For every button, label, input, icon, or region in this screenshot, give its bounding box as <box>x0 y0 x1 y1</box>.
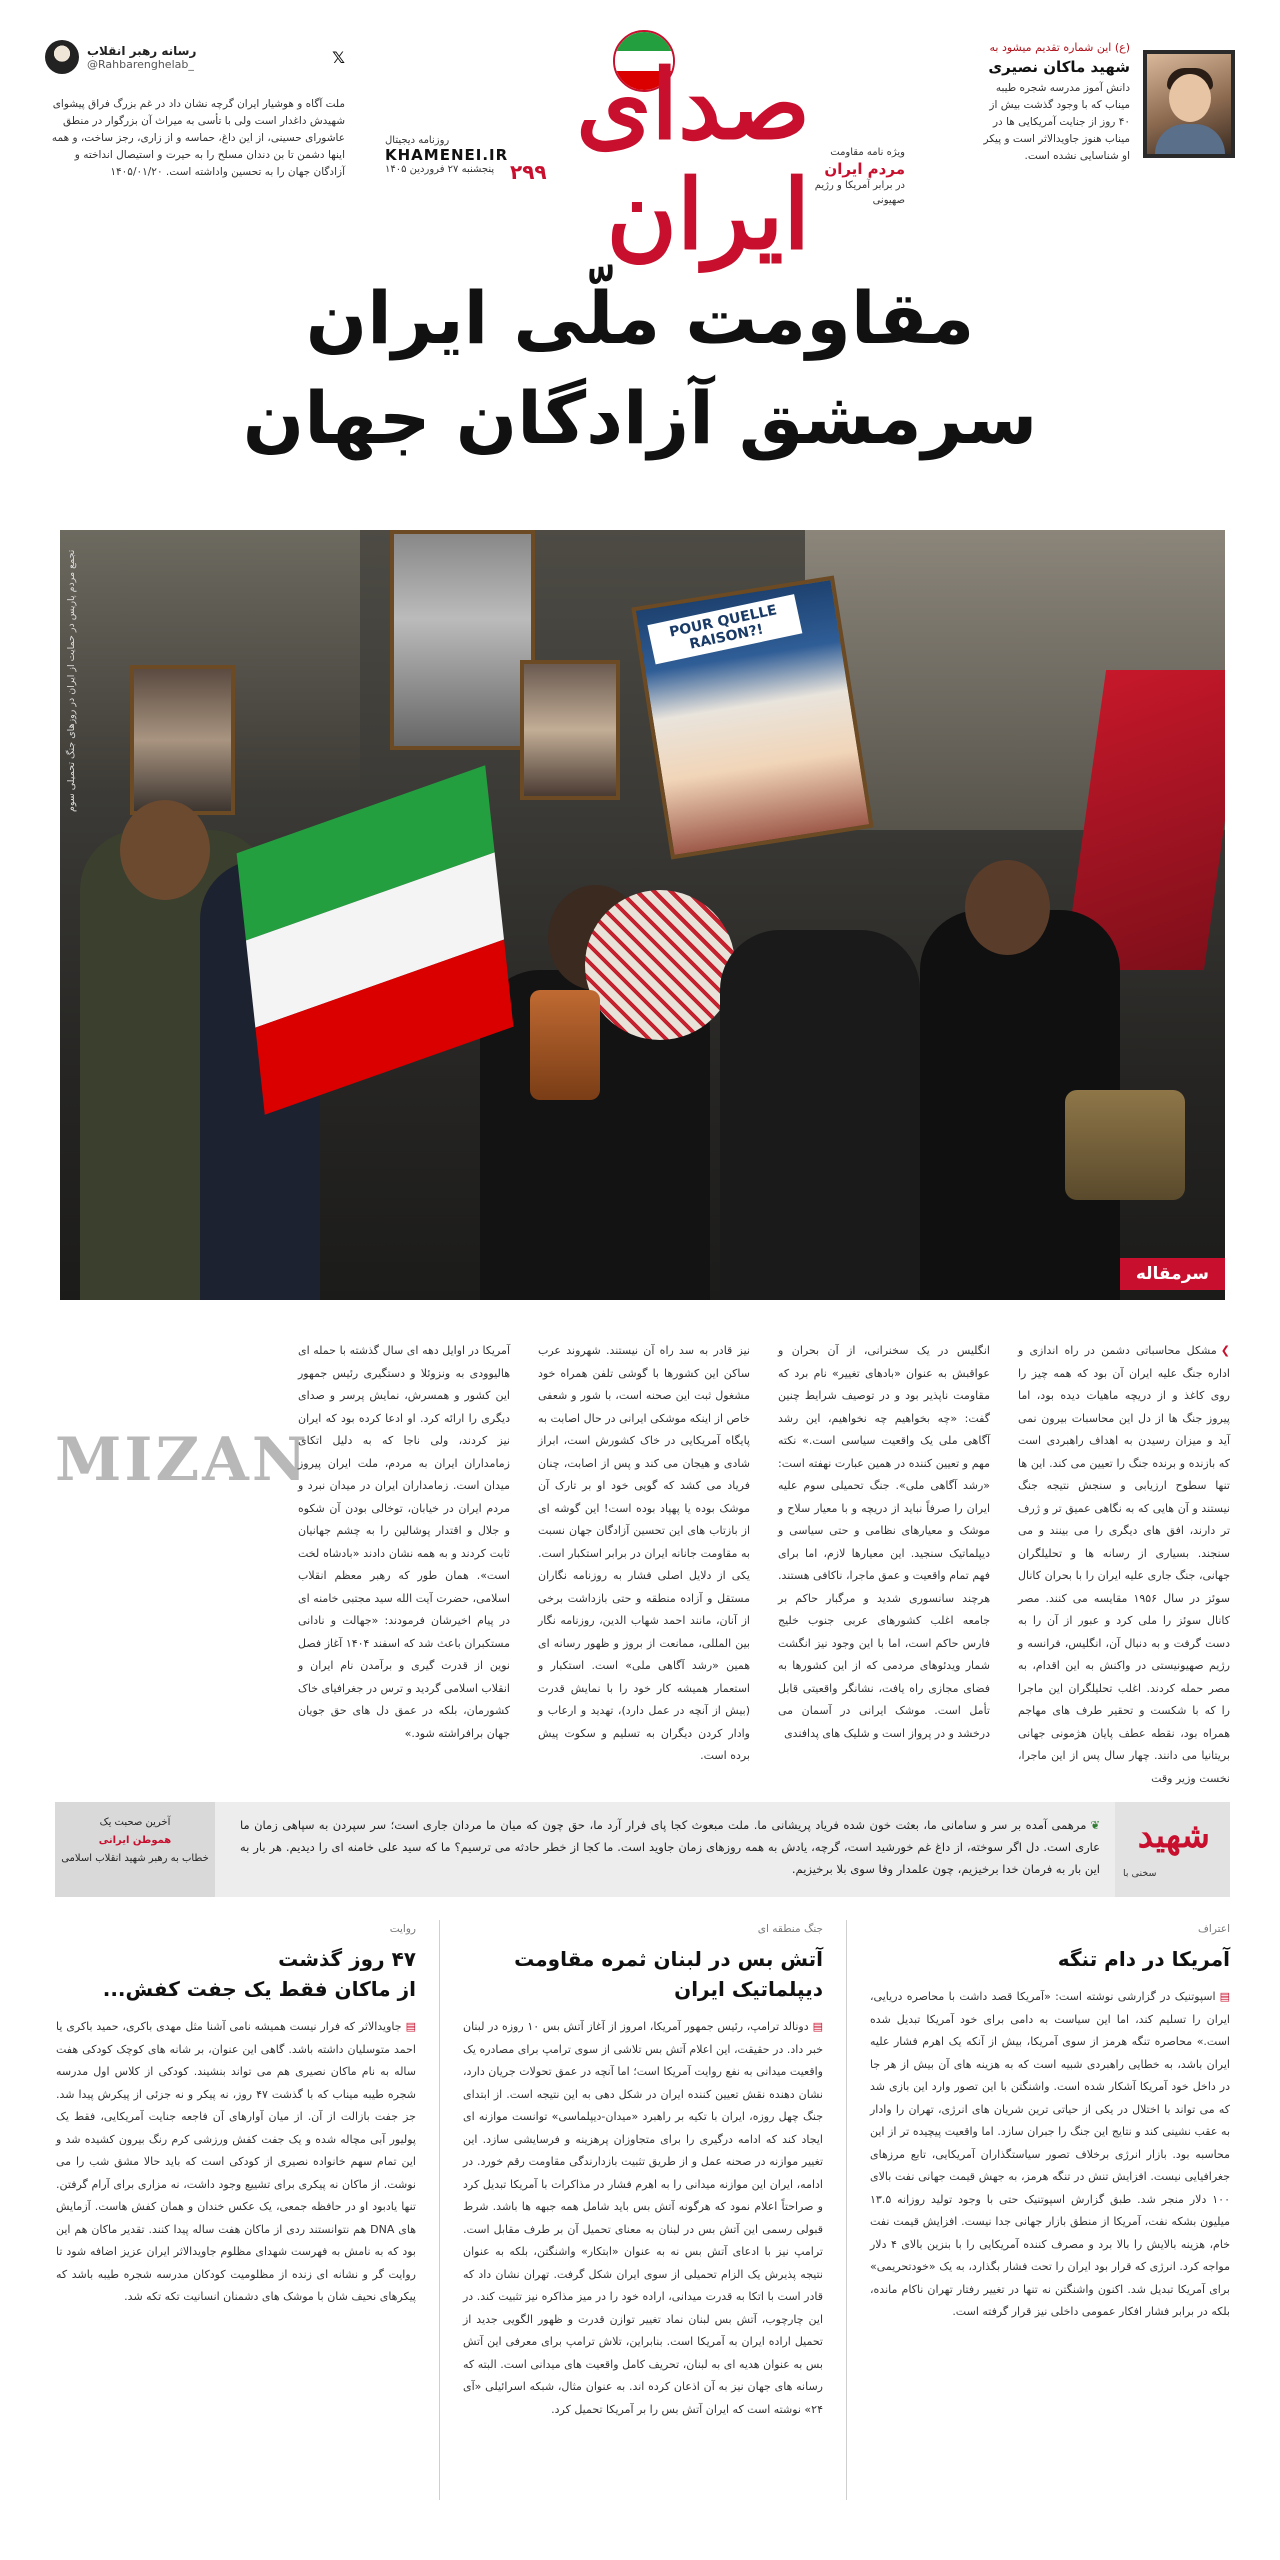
protest-sign <box>390 530 535 750</box>
quote-band <box>55 1802 1230 1897</box>
article-text: ▤اسپوتنیک در گزارشی نوشته است: «آمریکا قصد داشت با محاصره دریایی، ایران را تسلیم کند، اما این سیاست به دامی برای خود آمریکا تبدیل شده است.» محاصره تنگه هرمز از سوی آمریکا، بیش از آنکه یک اهرم فشار علیه ایران باشد، به خطایی راهبردی شبیه است که به هزینه های آن بیش از هر جا در داخل خود آمریکا آشکار شده است. واشنگتن با این تصور وارد این بازی شد که می تواند با اختلال در یکی از حیاتی ترین شریان های انرژی، تهران را وادار به عقب نشینی کند و نتایج این جنگ را جبران سازد. اما واقعیت پیچیده تر از این محاسبه بود. بازار انرژی برخلاف تصور سیاستگذاران آمریکایی، تابع مرزهای جغرافیایی نیست. افزایش تنش در تنگه هرمز، به جهش قیمت جهانی نفت بالای ۱۰۰ دلار منجر شد. طبق گزارش اسپوتنیک حتی با وجود تولید روزانه ۱۳.۵ میلیون بشکه نفت، آمریکا از منطق بازار جهانی جدا نیست. افزایش قیمت نفت خام، هزینه بالایش را بالا برد و مصرف کننده آمریکایی را با بنزین بالای ۴ دلار مواجه کرد. انرژی که قرار بود ایران را تحت فشار بگذارد، به یک «خودتحریمی» برای آمریکا تبدیل شد. اکنون واشنگتن نه تنها در تغییر رفتار تهران ناکام مانده، بلکه در برابر فشار افکار عمومی داخلی نیز قرار گرفته است. <box>870 1990 1230 2318</box>
article-confession <box>870 1920 1230 2324</box>
leaf-icon: ❦ <box>1090 1818 1100 1832</box>
newspaper-title: صدای ایران <box>576 48 810 271</box>
profile-name: شهید ماکان نصیری <box>988 58 1130 76</box>
document-icon: ▤ <box>812 2020 823 2033</box>
issue-number: ۲۹۹ <box>510 160 547 184</box>
signature-calligraphy: شهید <box>1137 1816 1210 1856</box>
article-text: ▤جاویدالاثر که فرار نیست همیشه نامی آشنا مثل مهدی باکری، حمید باکری یا احمد متوسلیان داشته باشد. گاهی این عنوان، بر شانه های کوچک کودکی هفت ساله به نام ماکان نصیری هم می تواند بنشیند. کودکی از کلاس اول مدرسه شجره طیبه میناب که با گذشت ۴۷ روز، نه پیکر و نه جزئی از پیکرش پیدا شد. جز جفت بازالت از آن. از میان آوارهای آن فاجعه جنایت آمریکایی، فقط یک پولیور آبی مچاله شده و یک جفت کفش ورزشی کرم رنگ بیرون کشیده شد و این تمام سهم خانواده نصیری از کودکی است که باید حالا مشق شب را می نوشت. از ماکان نه پیکری برای تشییع وجود داشت، نه مزاری برای آرام گرفتن. تنها یادبود او در حافظه جمعی، یک عکس خندان و همان کفش هاست. آزمایش های DNA هم نتوانستند ردی از ماکان هفت ساله پیدا کنند. تقدیر ماکان هم این بود که به نامش به فهرست شهدای مظلوم جاویدالاثر ایران عزیز اضافه شود تا روایت گر و نشانه ای زنده از مظلومیت کودکان مدرسه شجره طیبه باشد که پیکرهای نحیف شان با موشک های دشمنان انسانیت تکه تکه شد. <box>56 2020 417 2303</box>
profile-description: دانش آموز مدرسه شجره طیبه میناب که با وجود گذشت بیش از ۴۰ روز از جنایت آمریکایی ها در میناب هنوز جاویدالاثر است و پیکر او شناسایی نشده است. <box>983 82 1130 162</box>
headline-line-1: مقاومت ملّی ایران <box>305 276 975 360</box>
headline-line-2: سرمشق آزادگان جهان <box>242 376 1038 460</box>
article-narrative <box>56 1920 416 2309</box>
lead-photo <box>60 530 1225 1300</box>
masthead-header <box>45 30 1235 271</box>
section-label-editorial: سرمقاله <box>1120 1258 1225 1290</box>
tagline-small: ویژه نامه مقاومت <box>830 147 905 158</box>
sign-caption: POUR QUELLE RAISON?! <box>647 594 802 664</box>
editorial-article <box>55 1340 1230 1790</box>
editorial-column-1: ❯مشکل محاسباتی دشمن در راه اندازی و اداره جنگ علیه ایران آن بود که همه چیز را روی کاغذ و از دریچه ماهیات دیده بود، اما پیروز جنگ ها از دل این محاسبات بیرون نمی آید و میزان رسیدن به اهداف راهبردی است که بازنده و برنده جنگ را تعیین می کند. این ها تنها سطوح ارزیابی و سنجش نتیجه جنگ نیستند و آن هایی که به نگاهی عمیق تر و ژرف تر دارند، افق های دیگری را می بینند و می سنجند. بسیاری از رسانه ها و تحلیلگران جهانی، جنگ جاری علیه ایران را با بحران کانال سوئز در سال ۱۹۵۶ مقایسه می کنند. مصر کانال سوئز را ملی کرد و عبور از آن را به دست گرفت و به دنبال آن، انگلیس، فرانسه و رژیم صهیونیستی در واکنش به این اقدام، به مصر حمله کردند. اغلب تحلیلگران این ماجرا را که با شکست و تحقیر طرف های مهاجم همراه بود، نقطه عطف پایان هژمونی جهانی بریتانیا می دانند. چهار سال پس از این ماجرا، نخست وزیر وقت <box>1018 1344 1230 1785</box>
article-kicker: روایت <box>389 1923 416 1935</box>
x-logo-icon: 𝕏 <box>332 48 345 67</box>
tweet-card <box>45 40 345 181</box>
editorial-column-4: آمریکا در اوایل دهه ای سال گذشته با حمله ای هالیوودی به ونزوئلا و دستگیری رئیس جمهور این کشور و همسرش، نمایش پرسر و صدای دیگری را ارائه کرد. او ادعا کرده بود که ایران نیز کردند، ولی ناجا که به دلیل اتکای زمامداران ایران به مردم، ملت ایران پیروز میدان است. زمامداران ایران در میدان نبرد و مردم ایران در خیابان، توخالی بودن آن شکوه و جلال و اقتدار پوشالین را به چشم جهانیان ثابت کردند و به همه نشان دادند «بادشاه لخت است». همان طور که رهبر معظم انقلاب اسلامی، حضرت آیت الله سید مجتبی خامنه ای در پیام اخیرشان فرمودند: «جهالت و نادانی مستکبران باعث شد که اسفند ۱۴۰۴ آغاز فصل نوین از قدرت گیری و برآمدن نام ایران و انقلاب اسلامی گردید و ترس در جغرافیای خاک کشورمان، بلکه در عمق دل های حق جویان جهان برافراشته شود.» <box>298 1344 510 1740</box>
article-title: آمریکا در دام تنگه <box>1057 1947 1230 1971</box>
band-quote: ❦مرهمی آمده بر سر و سامانی ما، بعثت خون شده فریاد پریشانی ما. ملت مبعوث کجا پای فرار آرد ما، حق چون که میان ما مردان جاری است؛ سر سپردن به سپاهی زمان ما عاری است. دل اگر سوخته، از داغ غم خورشید است، گرچه، یادش به همه روزهای زمان جاوید است. ما کجا از خطر حادثه می ترسیم؟ ما که سید علی خامنه ای را دیدیم. هر بار به این بار به فرمان خدا برخیزیم، چون علمدار وفا سوی بلا برخیزیم. <box>240 1818 1100 1876</box>
tweet-body: ملت آگاه و هوشیار ایران گرچه نشان داد در غم بزرگ فراق پیشوای شهیدش داغدار است ولی با تأسی به میراث آن بزرگوار در منطق عاشورای حسینی، از این داغ، حماسه و از زاری، رجز ساخت، و همه اینها دشمن تا بن دندان مسلح را به حیرت و استیصال انداخته و آزادگان جهان را به تحسین واداشته است. ۱۴۰۵/۰۱/۲۰ <box>51 98 345 178</box>
site-name[interactable]: KHAMENEI.IR <box>385 146 509 164</box>
bottom-articles <box>55 1920 1230 2540</box>
chevron-icon: ❯ <box>1220 1344 1230 1357</box>
avatar <box>45 40 79 74</box>
band-signature <box>1115 1802 1230 1897</box>
editorial-column-3: نیز قادر به سد راه آن نیستند. شهروند عرب ساکن این کشورها با گوشی تلفن همراه خود مشغول ثبت این صحنه است، با شور و شعفی خاص از اینکه موشکی ایرانی در حال اصابت به پایگاه آمریکایی در خاک کشورش است، ابراز شادی و هیجان می کند و پس از اصابت، چنان فریاد می کشد که گویی خود او بر تارک آن موشک بوده یا پهپاد بوده است! این گوشه ای از بازتاب های این تحسین آزادگان جهان نسبت به مقاومت جانانه ایران در برابر استکبار است. یکی از دلایل اصلی فشار به روزنامه نگاران مستقل و آزاده منطقه و حتی بازداشت برخی از آنان، مانند احمد شهاب الدین، روزنامه نگار بین المللی، ممانعت از بروز و ظهور رسانه ای همین «رشد آگاهی ملی» است. استکبار و استعمار همیشه کار خود را با نمایش قدرت (بیش از آنچه در عمل دارد)، تهدید و ارعاب و وادار کردن دیگران به تسلیم و سکوت پیش برده است. <box>538 1344 750 1762</box>
profile-kicker: (ع) این شماره تقدیم میشود به <box>989 41 1130 54</box>
newspaper-logo <box>385 30 905 271</box>
band-side-note: آخرین صحبت یک هموطن ایرانی خطاب به رهبر شهید انقلاب اسلامی <box>55 1802 215 1897</box>
martyr-photo <box>1143 50 1235 158</box>
editorial-column-2: انگلیس در یک سخنرانی، از آن بحران و عواقبش به عنوان «بادهای تغییر» نام برد که مقاومت ناپذیر بود و در توصیف شرایط چنین گفت: «چه بخواهیم چه نخواهیم، این رشد آگاهی ملی یک واقعیت سیاسی است.» نکته مهم و تعیین کننده در همین عبارت نهفته است: «رشد آگاهی ملی». جنگ تحمیلی سوم علیه ایران را صرفاً نباید از دریچه و با معیار سلاح و موشک و معیارهای نظامی و حتی سیاسی و دیپلماتیک سنجید. این معیارها لازم، اما برای فهم تمام واقعیت و عمق ماجرا، ناکافی هستند. هرچند سانسوری شدید و مرگبار حاکم بر جامعه اغلب کشورهای عربی جنوب خلیج فارس حاکم است، اما با این وجود نیز انگشت شمار ویدئوهای مردمی که از این کشورها به فضای مجازی راه یافت، نشانگر واقعیتی قابل تأمل است. موشک ایرانی در آسمان می درخشد و در پرواز است و شلیک های پدافندی <box>778 1344 990 1740</box>
mizan-watermark: MIZAN <box>55 1425 310 1495</box>
tagline-sub: در برابر آمریکا و رژیم صهیونی <box>814 180 905 206</box>
issue-date: پنجشنبه ۲۷ فروردین ۱۴۰۵ <box>385 164 495 175</box>
protest-sign-main <box>631 576 873 860</box>
tweet-handle[interactable]: @Rahbarenghelab_ <box>87 57 194 71</box>
signature-label: سخنی با <box>1123 1868 1157 1879</box>
document-icon: ▤ <box>405 2020 416 2033</box>
article-kicker: اعتراف <box>1198 1923 1230 1935</box>
keffiyeh-scarf <box>585 890 735 1040</box>
article-kicker: جنگ منطقه ای <box>757 1923 823 1935</box>
site-label: روزنامه دیجیتال <box>385 135 450 146</box>
article-title: آتش بس در لبنان ثمره مقاومت دیپلماتیک ایران <box>514 1947 823 2001</box>
article-text: ▤دونالد ترامپ، رئیس جمهور آمریکا، امروز از آغاز آتش بس ۱۰ روزه در لبنان خبر داد. در حقیقت، این اعلام آتش بس تلاشی از سوی ترامپ برای مصادره یک واقعیت میدانی به نفع روایت آمریکا است؛ اما آنچه در عمق تحولات جریان دارد، نشان دهنده نقش تعیین کننده ایران در شکل دهی به این نتیجه است. از ابتدای جنگ چهل روزه، ایران با تکیه بر راهبرد «میدان-دیپلماسی» توانست موازنه ای ایجاد کند که ادامه درگیری را برای متجاوزان پرهزینه و فرسایشی سازد. این تغییر موازنه در صحنه عمل و از طریق تثبیت بازدارندگی مقاومت رقم خورد. در ادامه، ایران این موازنه میدانی را به اهرم فشار در مذاکرات با آمریکا تبدیل کرد و صراحتاً اعلام نمود که هرگونه آتش بس باید شامل همه جبهه ها باشد. شرط قبولی رسمی این آتش بس در لبنان به معنای تحمیل آن بر طرف مقابل است. ترامپ نیز با ادعای آتش بس نه به عنوان «ابتکار» واشنگتن، بلکه به عنوان نتیجه پذیرش یک الزام تحمیلی از سوی ایران شکل گرفت. تهران نشان داد که قادر است با اتکا به قدرت میدانی، اراده خود را در میز مذاکره نیز تثبیت کند. در این چارچوب، آتش بس لبنان نماد تغییر توازن قدرت و ظهور الگویی جدید از تحمیل اراده ایران به آمریکا است. بنابراین، تلاش ترامپ برای معرفی این آتش بس به عنوان هدیه ای به لبنان، تحریف کامل واقعیت های میدانی است. البته که رسانه های جهان نیز به آن اذعان کرده اند. به عنوان مثال، شبکه اسرائیلی «آی ۲۴» نوشته است که ایران آتش بس را بر آمریکا تحمیل کرد. <box>463 2020 823 2416</box>
iran-flag <box>237 765 514 1115</box>
tagline-big: مردم ایران <box>824 160 905 178</box>
main-headline <box>0 268 1280 468</box>
protest-sign <box>520 660 620 800</box>
tweet-author: رسانه رهبر انقلاب <box>87 43 197 58</box>
article-title: ۴۷ روز گذشت از ماکان فقط یک جفت کفش... <box>102 1947 416 2001</box>
protest-sign <box>130 665 235 815</box>
document-icon: ▤ <box>1219 1990 1230 2003</box>
article-lebanon <box>463 1920 823 2421</box>
photo-credit: تجمع مردم پاریس در حمایت از ایران در روزهای جنگ تحمیلی سوم <box>66 550 77 813</box>
